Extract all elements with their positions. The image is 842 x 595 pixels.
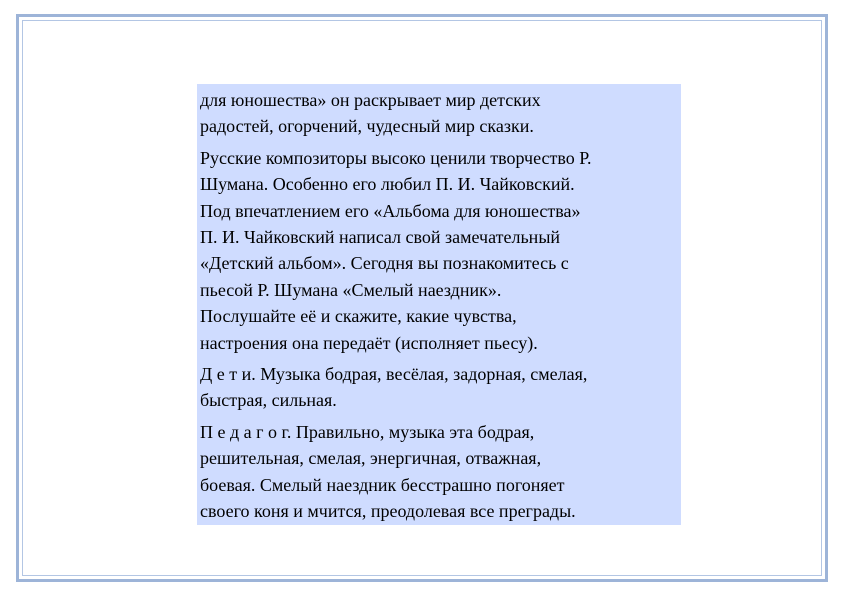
text-line: Д е т и. Музыка бодрая, весёлая, задорная, смелая, [200, 364, 588, 385]
text-line: быстрая, сильная. [200, 390, 337, 411]
text-block [197, 84, 681, 525]
text-line: Шумана. Особенно его любил П. И. Чайковский. [200, 174, 575, 195]
text-line: для юношества» он раскрывает мир детских [200, 90, 541, 110]
text-line: радостей, огорчений, чудесный мир сказки. [200, 116, 534, 137]
text-line: Русские композиторы высоко ценили творчество Р. [200, 147, 592, 168]
paragraph-intro [200, 87, 681, 140]
text-line: Послушайте её и скажите, какие чувства, [200, 306, 517, 327]
text-line: П е д а г о г. Правильно, музыка эта бодрая, [200, 421, 535, 442]
text-line: боевая. Смелый наездник бесстрашно погоняет [200, 474, 565, 495]
text-line: пьесой Р. Шумана «Смелый наездник». [200, 279, 502, 300]
paragraph-composers [200, 145, 681, 356]
text-line: настроения она передаёт (исполняет пьесу). [200, 332, 538, 353]
paragraph-teacher [200, 419, 681, 525]
text-line: П. И. Чайковский написал свой замечательный [200, 227, 561, 248]
text-line: «Детский альбом». Сегодня вы познакомитесь с [200, 253, 569, 274]
paragraph-children [200, 361, 681, 414]
text-line: Под впечатлением его «Альбома для юношества» [200, 200, 581, 221]
text-line: своего коня и мчится, преодолевая все преграды. [200, 501, 576, 522]
text-line: решительная, смелая, энергичная, отважная, [200, 448, 542, 469]
